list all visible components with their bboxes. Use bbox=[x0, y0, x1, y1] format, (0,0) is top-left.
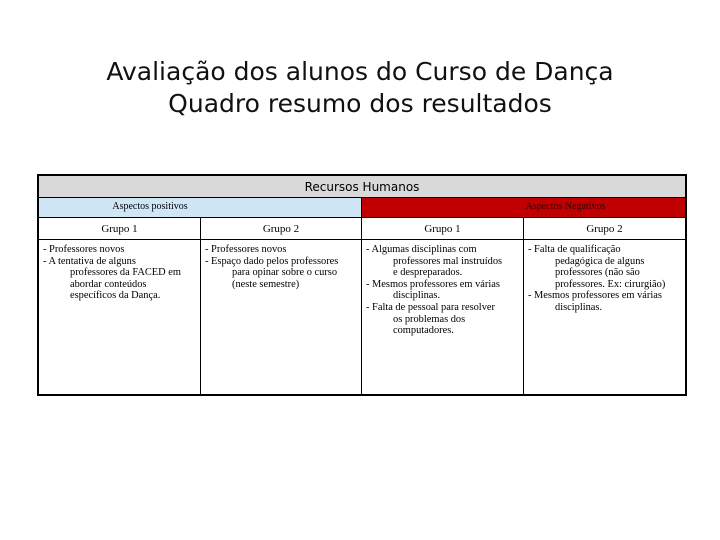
list-item bbox=[43, 256, 196, 302]
group-header-2: Grupo 2 bbox=[200, 218, 361, 240]
list-item-text: - Espaço dado pelos professores bbox=[205, 255, 339, 267]
list-item-text: - Professores novos bbox=[43, 244, 125, 255]
list-item-continuation: professores. Ex: cirurgião) bbox=[555, 278, 666, 290]
list-item-text: - Algumas disciplinas com bbox=[366, 244, 477, 255]
list-item-continuation: disciplinas. bbox=[555, 301, 603, 313]
aspect-negative-label: Aspectos Negativos bbox=[525, 201, 606, 212]
group-header-1: Grupo 1 bbox=[39, 218, 200, 240]
list-item bbox=[366, 279, 519, 302]
table-header: Recursos Humanos bbox=[39, 176, 685, 198]
page-subtitle: Quadro resumo dos resultados bbox=[168, 89, 552, 118]
list-item bbox=[43, 244, 196, 256]
list-item-text: - A tentativa de alguns bbox=[43, 255, 136, 267]
cell-positive-group1 bbox=[39, 240, 200, 394]
cell-positive-group2 bbox=[200, 240, 361, 394]
cell-negative-group2 bbox=[523, 240, 685, 394]
list-item-continuation: específicos da Dança. bbox=[70, 290, 161, 302]
list-item-continuation: disciplinas. bbox=[393, 290, 441, 302]
list-item bbox=[366, 244, 519, 279]
list-item-continuation: abordar conteúdos bbox=[70, 278, 147, 290]
list-item-continuation: os problemas dos bbox=[393, 313, 466, 325]
list-item-text: - Mesmos professores em várias bbox=[366, 278, 500, 290]
list-item-text: - Professores novos bbox=[205, 244, 287, 255]
list-item bbox=[205, 256, 357, 291]
list-item bbox=[528, 290, 681, 313]
aspect-positive-header: Aspectos positivos bbox=[39, 198, 361, 218]
aspect-negative-header bbox=[361, 198, 685, 218]
list-item bbox=[366, 302, 519, 337]
list-item-continuation: professores da FACED em bbox=[70, 267, 181, 279]
list-item-text: - Falta de qualificação bbox=[528, 244, 621, 255]
list-item bbox=[205, 244, 357, 256]
list-item-continuation: computadores. bbox=[393, 325, 454, 337]
list-item bbox=[528, 244, 681, 290]
page-title: Avaliação dos alunos do Curso de Dança bbox=[106, 57, 614, 86]
results-table bbox=[37, 174, 687, 396]
cell-negative-group1 bbox=[361, 240, 523, 394]
list-item-continuation: pedagógica de alguns bbox=[555, 255, 645, 267]
list-item-continuation: professores (não são bbox=[555, 267, 640, 279]
group-header-4: Grupo 2 bbox=[523, 218, 685, 240]
list-item-continuation: e despreparados. bbox=[393, 267, 463, 279]
list-item-continuation: professores mal instruídos bbox=[393, 255, 503, 267]
list-item-text: - Mesmos professores em várias bbox=[528, 290, 662, 302]
list-item-continuation: (neste semestre) bbox=[232, 278, 300, 290]
list-item-continuation: para opinar sobre o curso bbox=[232, 267, 338, 279]
group-header-3: Grupo 1 bbox=[361, 218, 523, 240]
list-item-text: - Falta de pessoal para resolver bbox=[366, 301, 495, 313]
